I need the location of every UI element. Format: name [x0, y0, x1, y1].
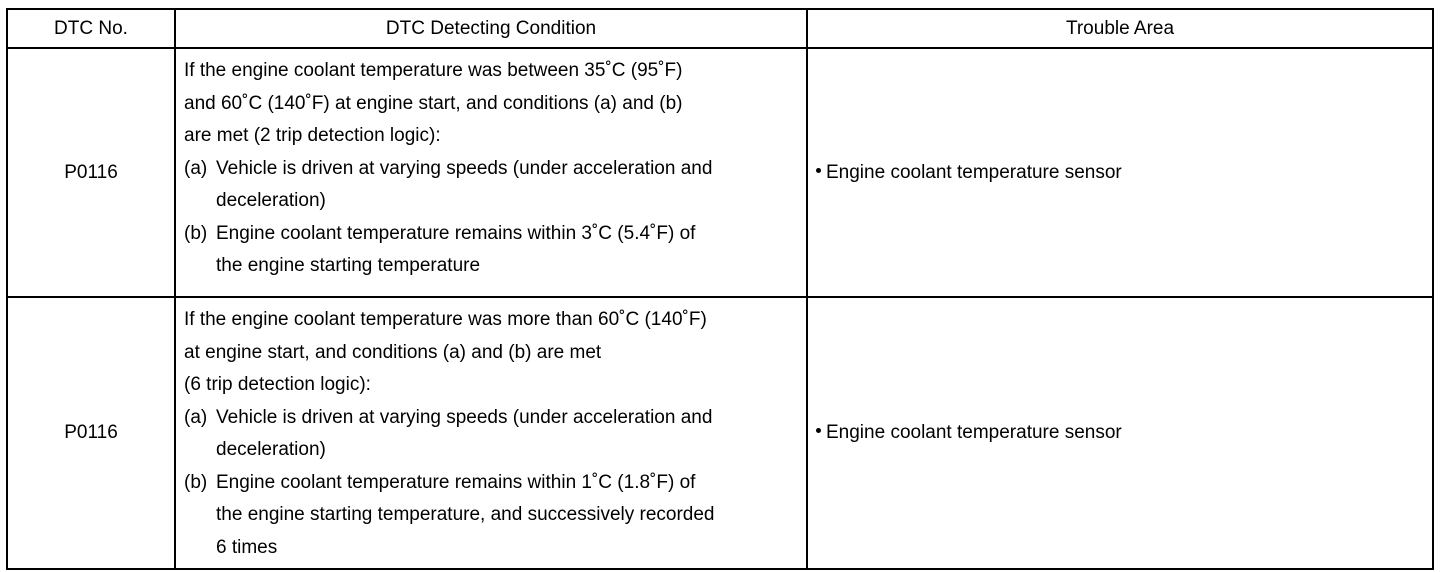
condition-text-line: Vehicle is driven at varying speeds (under acceleration and: [216, 406, 713, 428]
detecting-condition: [175, 297, 807, 569]
dtc-code: P0116: [7, 297, 175, 569]
condition-label: (b): [184, 222, 208, 244]
condition-intro-line: are met (2 trip detection logic):: [184, 125, 441, 146]
condition-intro-line: If the engine coolant temperature was between 35˚C (95˚F): [184, 60, 683, 81]
detecting-condition: [175, 48, 807, 297]
condition-text-line: Engine coolant temperature remains within 3˚C (5.4˚F) of: [216, 222, 696, 244]
trouble-area-text: Engine coolant temperature sensor: [826, 422, 1122, 443]
condition-text-line: deceleration): [216, 439, 326, 460]
condition-label: (b): [184, 471, 208, 493]
condition-item: [184, 467, 806, 565]
condition-text-line: the engine starting temperature, and successively recorded: [216, 504, 715, 525]
trouble-area-text: Engine coolant temperature sensor: [826, 161, 1122, 183]
condition-text-line: Engine coolant temperature remains within 1˚C (1.8˚F) of: [216, 471, 696, 493]
condition-intro-line: If the engine coolant temperature was more than 60˚C (140˚F): [184, 309, 707, 330]
header-detecting-condition: DTC Detecting Condition: [175, 9, 807, 48]
header-dtc-no: DTC No.: [7, 9, 175, 48]
trouble-area: [807, 48, 1433, 297]
condition-intro-line: and 60˚C (140˚F) at engine start, and conditions (a) and (b): [184, 92, 683, 114]
table-header-row: [7, 9, 1433, 48]
condition-item: [184, 153, 806, 218]
condition-label: (a): [184, 406, 208, 428]
bullet-icon: [816, 428, 821, 433]
table-row: [7, 297, 1433, 569]
dtc-code: P0116: [7, 48, 175, 297]
condition-label: (a): [184, 157, 208, 179]
trouble-area: [807, 297, 1433, 569]
header-trouble-area: Trouble Area: [807, 9, 1433, 48]
condition-text-line: Vehicle is driven at varying speeds (under acceleration and: [216, 157, 713, 179]
condition-intro-line: (6 trip detection logic):: [184, 374, 371, 395]
condition-text-line: 6 times: [216, 536, 278, 558]
table-row: [7, 48, 1433, 297]
condition-text-line: the engine starting temperature: [216, 255, 481, 276]
condition-item: [184, 218, 806, 283]
condition-intro-line: at engine start, and conditions (a) and (b) are met: [184, 341, 602, 363]
condition-text-line: deceleration): [216, 190, 326, 211]
condition-item: [184, 402, 806, 467]
bullet-icon: [816, 168, 821, 173]
dtc-table: [6, 8, 1434, 570]
